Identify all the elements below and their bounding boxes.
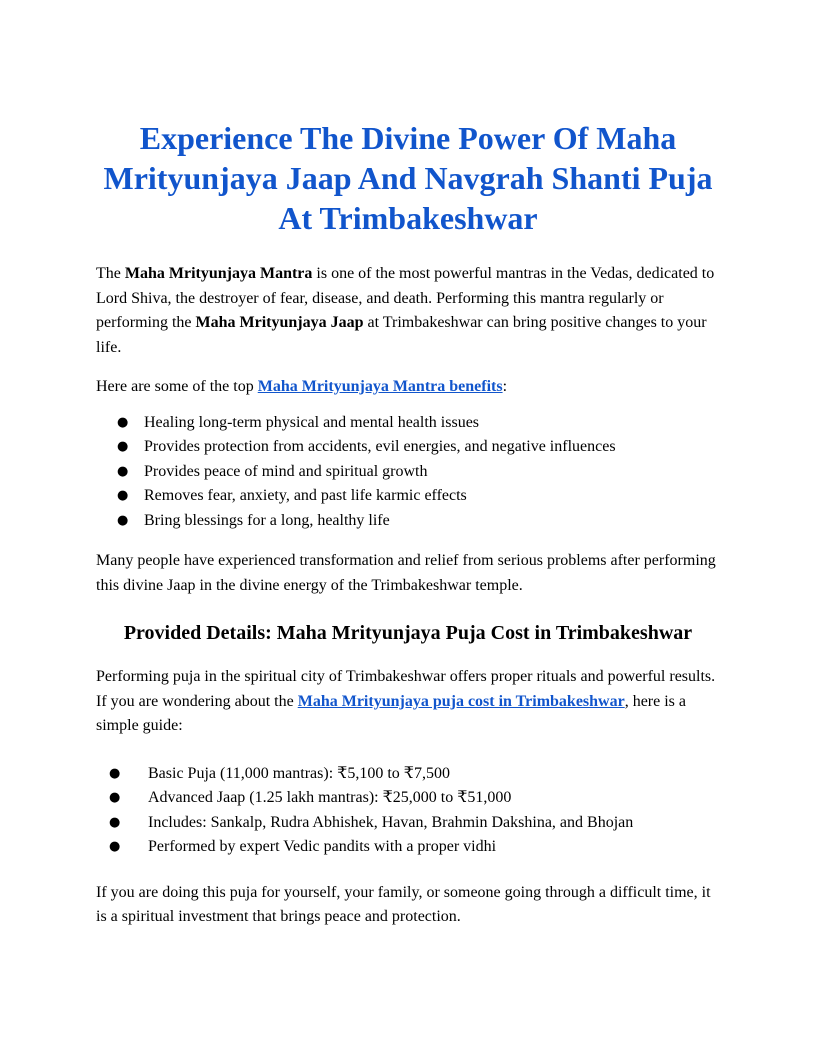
bullet-icon: ● — [117, 463, 129, 479]
mantra-benefits-link[interactable]: Maha Mrityunjaya Mantra benefits — [257, 378, 503, 395]
bullet-icon: ● — [117, 488, 129, 503]
bullet-icon: ● — [117, 414, 129, 430]
list-item — [96, 460, 720, 485]
cost-text: Includes: Sankalp, Rudra Abhishek, Havan, Brahmin Dakshina, and Bhojan — [148, 813, 634, 831]
list-item — [96, 835, 720, 860]
list-item — [96, 484, 720, 509]
cost-intro-paragraph — [96, 665, 720, 739]
list-item — [96, 811, 720, 836]
cost-intro-text-1: Performing puja in the spiritual city of Trimbakeshwar offers proper rituals and powerful results. If you are wondering about the — [96, 668, 716, 710]
section-heading: Provided Details: Maha Mrityunjaya Puja Cost in Trimbakeshwar — [123, 622, 693, 644]
list-item — [96, 509, 720, 534]
benefits-lead-text-2: : — [502, 378, 508, 395]
bullet-icon: ● — [109, 839, 121, 854]
bullet-icon: ● — [109, 765, 121, 781]
benefit-text: Provides protection from accidents, evil energies, and negative influences — [144, 438, 616, 455]
puja-cost-link[interactable]: Maha Mrityunjaya puja cost in Trimbakeshwar — [297, 692, 625, 710]
intro-bold-jaap: Maha Mrityunjaya Jaap — [195, 314, 364, 331]
cost-text: Performed by expert Vedic pandits with a proper vidhi — [148, 838, 497, 855]
list-item — [96, 786, 720, 811]
cost-text: Basic Puja (11,000 mantras): ₹5,100 to ₹7,500 — [148, 764, 450, 782]
bullet-icon: ● — [109, 790, 121, 805]
intro-paragraph — [96, 262, 720, 360]
page-title-line-3: At Trimbakeshwar — [278, 200, 538, 236]
document-page — [96, 118, 720, 930]
cost-intro-text-2: , here is a simple guide: — [96, 692, 687, 734]
benefits-lead-text-1: Here are some of the top — [96, 378, 258, 395]
cost-list — [96, 762, 720, 860]
benefits-list — [96, 411, 720, 534]
list-item — [96, 435, 720, 460]
page-title-line-1: Experience The Divine Power Of Maha — [139, 120, 677, 156]
intro-text-2: is one of the most powerful mantras in the Vedas, dedicated to Lord Shiva, the destroyer of fear, disease, and death. Performing this mantra regularly or performing the — [96, 265, 715, 331]
cost-text: Advanced Jaap (1.25 lakh mantras): ₹25,000 to ₹51,000 — [148, 789, 512, 806]
list-item — [96, 411, 720, 436]
intro-text-3: at Trimbakeshwar can bring positive changes to your life. — [96, 314, 707, 356]
page-title — [96, 118, 720, 238]
intro-text-1: The — [96, 265, 125, 282]
benefit-text: Provides peace of mind and spiritual growth — [144, 462, 428, 480]
transformation-paragraph: Many people have experienced transformation and relief from serious problems after performing this divine Jaap in the divine energy of the Trimbakeshwar temple. — [96, 552, 716, 594]
bullet-icon: ● — [109, 814, 121, 830]
bullet-icon: ● — [117, 512, 129, 528]
page-title-line-2: Mrityunjaya Jaap And Navgrah Shanti Puja — [103, 160, 713, 196]
benefits-lead-paragraph — [96, 375, 720, 400]
closing-paragraph: If you are doing this puja for yourself, your family, or someone going through a difficult time, it is a spiritual investment that brings peace and protection. — [96, 883, 711, 925]
bullet-icon: ● — [117, 439, 129, 454]
intro-bold-mantra: Maha Mrityunjaya Mantra — [124, 265, 313, 282]
list-item — [96, 762, 720, 787]
benefit-text: Healing long-term physical and mental health issues — [144, 413, 480, 431]
benefit-text: Removes fear, anxiety, and past life karmic effects — [144, 487, 467, 504]
benefit-text: Bring blessings for a long, healthy life — [144, 511, 390, 529]
